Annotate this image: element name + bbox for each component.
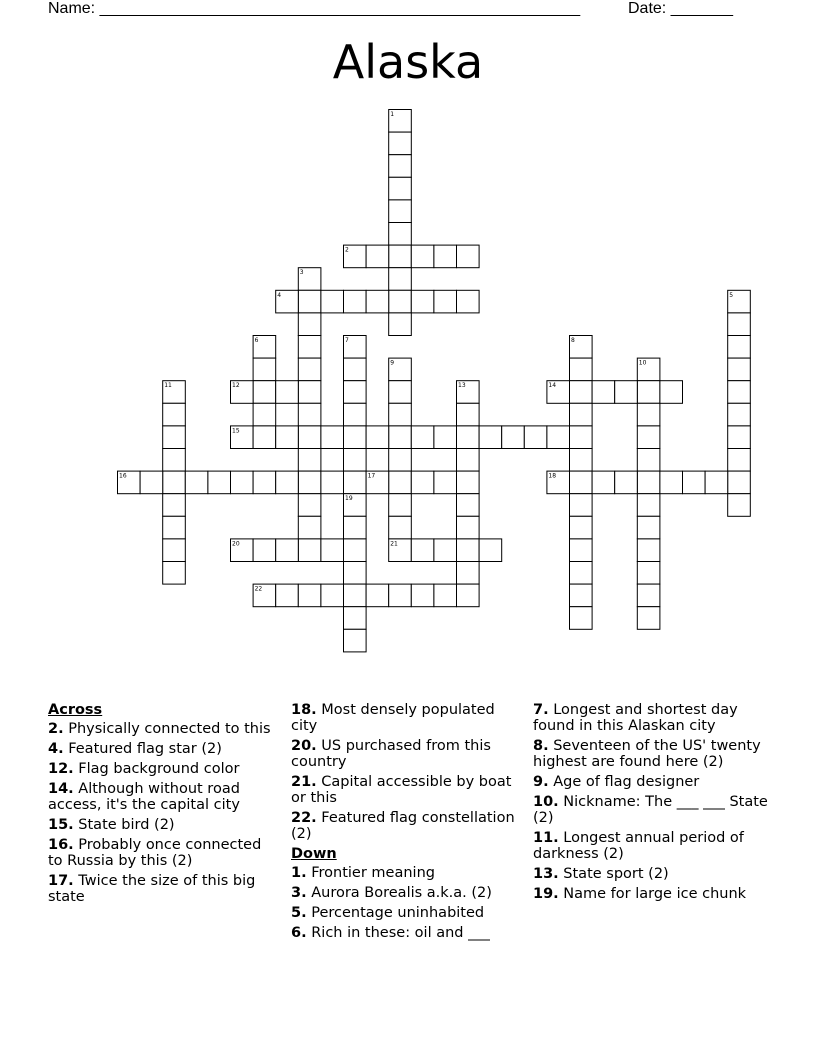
cell-number: 17 <box>367 472 376 480</box>
grid-cell[interactable] <box>344 516 367 539</box>
clues-column-2 <box>291 702 523 945</box>
grid-cell[interactable] <box>163 403 186 426</box>
grid-cell[interactable] <box>615 381 638 404</box>
grid-cell[interactable] <box>344 426 367 449</box>
cell-number: 1 <box>390 111 395 118</box>
cell-number: 13 <box>458 382 466 390</box>
grid-cell[interactable] <box>163 449 186 472</box>
grid-cell[interactable] <box>592 381 615 404</box>
grid-cell[interactable] <box>389 155 412 178</box>
grid-cell[interactable] <box>389 494 412 517</box>
clues-column-3 <box>533 702 769 906</box>
down-heading: Down <box>291 846 337 862</box>
grid-cell[interactable] <box>389 381 412 404</box>
grid-cell[interactable] <box>276 584 299 607</box>
grid-cell[interactable] <box>570 584 593 607</box>
grid-cell[interactable] <box>570 358 593 381</box>
grid-cell[interactable] <box>253 358 276 381</box>
grid-cell[interactable] <box>479 426 502 449</box>
grid-cell[interactable] <box>660 471 683 494</box>
grid-cell[interactable] <box>298 584 321 607</box>
cell-number: 3 <box>299 269 304 277</box>
grid-cell[interactable] <box>298 426 321 449</box>
grid-cell[interactable] <box>389 403 412 426</box>
grid-cell[interactable] <box>637 381 660 404</box>
grid-cell[interactable] <box>570 562 593 585</box>
grid-cell[interactable] <box>457 471 480 494</box>
grid-cell[interactable] <box>298 290 321 313</box>
grid-cell[interactable] <box>321 539 344 562</box>
clue-across-20: 20. US purchased from this country <box>291 738 491 770</box>
grid-cell[interactable] <box>389 268 412 291</box>
grid-cell[interactable] <box>253 426 276 449</box>
page-title: Alaska <box>332 35 484 89</box>
grid-cell[interactable] <box>660 381 683 404</box>
grid-cell[interactable] <box>298 516 321 539</box>
clue-down-3: 3. Aurora Borealis a.k.a. (2) <box>291 885 492 901</box>
grid-cell[interactable] <box>457 245 480 268</box>
grid-cell[interactable] <box>344 290 367 313</box>
clue-down-10: 10. Nickname: The ___ ___ State (2) <box>533 794 768 826</box>
grid-cell[interactable] <box>457 539 480 562</box>
grid-cell[interactable] <box>411 290 434 313</box>
date-field-label: Date: _______ <box>628 0 733 17</box>
grid-cell[interactable] <box>163 471 186 494</box>
grid-cell[interactable] <box>615 471 638 494</box>
grid-cell[interactable] <box>389 584 412 607</box>
grid-cell[interactable] <box>637 516 660 539</box>
clue-down-19: 19. Name for large ice chunk <box>533 886 747 902</box>
cell-number: 2 <box>345 246 349 254</box>
cell-number: 12 <box>232 382 240 390</box>
cell-number: 6 <box>254 337 259 344</box>
cell-number: 16 <box>119 472 127 480</box>
grid-cell[interactable] <box>570 607 593 630</box>
grid-cell[interactable] <box>683 471 706 494</box>
grid-cell[interactable] <box>637 539 660 562</box>
grid-cell[interactable] <box>570 539 593 562</box>
grid-cell[interactable] <box>344 471 367 494</box>
grid-cell[interactable] <box>637 494 660 517</box>
grid-cell[interactable] <box>321 584 344 607</box>
cell-number: 19 <box>345 495 353 503</box>
clues-column-1 <box>48 702 276 909</box>
grid-cell[interactable] <box>457 403 480 426</box>
cell-number: 22 <box>254 585 263 593</box>
clue-across-21: 21. Capital accessible by boat or this <box>291 774 512 806</box>
grid-cell[interactable] <box>298 381 321 404</box>
grid-cell[interactable] <box>637 562 660 585</box>
cell-number: 18 <box>548 472 557 480</box>
grid-cell[interactable] <box>321 290 344 313</box>
grid-cell[interactable] <box>570 403 593 426</box>
clue-down-7: 7. Longest and shortest day found in this Alaskan city <box>533 702 738 734</box>
grid-cell[interactable] <box>276 539 299 562</box>
grid-cell[interactable] <box>298 358 321 381</box>
grid-cell[interactable] <box>411 471 434 494</box>
grid-cell[interactable] <box>253 381 276 404</box>
grid-cell[interactable] <box>434 245 457 268</box>
clue-across-12: 12. Flag background color <box>48 761 240 777</box>
grid-cell[interactable] <box>253 539 276 562</box>
grid-cell[interactable] <box>298 494 321 517</box>
grid-cell[interactable] <box>276 381 299 404</box>
cell-number: 21 <box>390 540 398 548</box>
grid-cell[interactable] <box>705 471 728 494</box>
grid-cell[interactable] <box>728 471 751 494</box>
cell-number: 11 <box>164 382 172 390</box>
grid-cell[interactable] <box>344 449 367 472</box>
grid-cell[interactable] <box>298 336 321 359</box>
clue-across-17: 17. Twice the size of this big state <box>48 873 256 905</box>
across-heading: Across <box>48 702 103 718</box>
grid-cell[interactable] <box>547 426 570 449</box>
grid-cell[interactable] <box>411 539 434 562</box>
name-field-label: Name: ______________________________________________________ <box>48 0 581 17</box>
grid-cell[interactable] <box>389 313 412 336</box>
grid-cell[interactable] <box>389 516 412 539</box>
grid-cell[interactable] <box>163 426 186 449</box>
grid-cell[interactable] <box>344 358 367 381</box>
grid-cell[interactable] <box>163 539 186 562</box>
grid-cell[interactable] <box>389 290 412 313</box>
grid-cell[interactable] <box>344 403 367 426</box>
grid-cell[interactable] <box>457 426 480 449</box>
cell-number: 5 <box>729 291 734 299</box>
grid-cell[interactable] <box>524 426 547 449</box>
grid-cell[interactable] <box>389 200 412 223</box>
grid-cell[interactable] <box>728 449 751 472</box>
grid-cell[interactable] <box>276 426 299 449</box>
grid-cell[interactable] <box>434 471 457 494</box>
grid-cell[interactable] <box>411 245 434 268</box>
grid-cell[interactable] <box>570 494 593 517</box>
grid-cell[interactable] <box>411 426 434 449</box>
grid-cell[interactable] <box>185 471 208 494</box>
grid-cell[interactable] <box>298 313 321 336</box>
grid-cell[interactable] <box>434 584 457 607</box>
grid-cell[interactable] <box>344 562 367 585</box>
clue-down-8: 8. Seventeen of the US' twenty highest are found here (2) <box>533 738 761 770</box>
clue-down-13: 13. State sport (2) <box>533 866 669 882</box>
grid-cell[interactable] <box>344 539 367 562</box>
grid-cell[interactable] <box>298 449 321 472</box>
grid-cell[interactable] <box>253 403 276 426</box>
grid-cell[interactable] <box>321 471 344 494</box>
grid-cell[interactable] <box>728 381 751 404</box>
grid-cell[interactable] <box>570 471 593 494</box>
cell-number: 7 <box>345 337 349 344</box>
grid-cell[interactable] <box>389 471 412 494</box>
grid-cell[interactable] <box>344 584 367 607</box>
grid-cell[interactable] <box>253 471 276 494</box>
grid-cell[interactable] <box>344 629 367 652</box>
grid-cell[interactable] <box>298 403 321 426</box>
grid-cell[interactable] <box>389 132 412 155</box>
grid-cell[interactable] <box>592 471 615 494</box>
grid-cell[interactable] <box>434 290 457 313</box>
cell-number: 15 <box>232 427 240 435</box>
grid-cell[interactable] <box>389 426 412 449</box>
grid-cell[interactable] <box>728 358 751 381</box>
grid-cell[interactable] <box>163 516 186 539</box>
grid-cell[interactable] <box>457 562 480 585</box>
grid-cell[interactable] <box>321 426 344 449</box>
grid-cell[interactable] <box>457 516 480 539</box>
grid-cell[interactable] <box>163 494 186 517</box>
grid-cell[interactable] <box>366 245 389 268</box>
grid-cell[interactable] <box>570 426 593 449</box>
grid-cell[interactable] <box>231 471 254 494</box>
grid-cell[interactable] <box>570 449 593 472</box>
grid-cell[interactable] <box>502 426 525 449</box>
grid-cell[interactable] <box>366 584 389 607</box>
grid-cell[interactable] <box>298 539 321 562</box>
grid-cell[interactable] <box>637 426 660 449</box>
grid-cell[interactable] <box>344 607 367 630</box>
cell-number: 4 <box>277 291 282 299</box>
grid-cell[interactable] <box>457 290 480 313</box>
grid-cell[interactable] <box>344 381 367 404</box>
clue-across-2: 2. Physically connected to this <box>48 721 271 737</box>
grid-cell[interactable] <box>389 449 412 472</box>
grid-cell[interactable] <box>457 449 480 472</box>
grid-cell[interactable] <box>457 584 480 607</box>
grid-cell[interactable] <box>637 403 660 426</box>
grid-cell[interactable] <box>411 584 434 607</box>
grid-cell[interactable] <box>366 426 389 449</box>
grid-cell[interactable] <box>479 539 502 562</box>
grid-cell[interactable] <box>637 584 660 607</box>
cell-number: 10 <box>638 359 647 367</box>
grid-cell[interactable] <box>389 245 412 268</box>
clue-across-4: 4. Featured flag star (2) <box>48 741 222 757</box>
clue-across-15: 15. State bird (2) <box>48 817 175 833</box>
grid-cell[interactable] <box>298 471 321 494</box>
grid-cell[interactable] <box>570 516 593 539</box>
cell-number: 9 <box>390 359 395 367</box>
grid-cell[interactable] <box>637 607 660 630</box>
clue-across-14: 14. Although without road access, it's the capital city <box>48 781 240 813</box>
grid-cell[interactable] <box>728 494 751 517</box>
cell-number: 14 <box>548 382 557 390</box>
grid-cell[interactable] <box>389 177 412 200</box>
grid-cell[interactable] <box>434 539 457 562</box>
clue-across-22: 22. Featured flag constellation (2) <box>291 810 515 842</box>
grid-cell[interactable] <box>163 562 186 585</box>
grid-cell[interactable] <box>457 494 480 517</box>
grid-cell[interactable] <box>434 426 457 449</box>
grid-cell[interactable] <box>366 290 389 313</box>
clue-down-11: 11. Longest annual period of darkness (2) <box>533 830 744 862</box>
clue-down-5: 5. Percentage uninhabited <box>291 905 485 921</box>
cell-number: 20 <box>232 540 240 548</box>
clue-across-18: 18. Most densely populated city <box>291 702 495 734</box>
grid-cell[interactable] <box>389 223 412 246</box>
grid-cell[interactable] <box>276 471 299 494</box>
cell-number: 8 <box>571 337 575 344</box>
clue-down-9: 9. Age of flag designer <box>533 774 700 790</box>
grid-cell[interactable] <box>570 381 593 404</box>
grid-cell[interactable] <box>637 449 660 472</box>
grid-cell[interactable] <box>208 471 231 494</box>
grid-cell[interactable] <box>728 426 751 449</box>
grid-cell[interactable] <box>728 313 751 336</box>
grid-cell[interactable] <box>728 403 751 426</box>
clue-across-16: 16. Probably once connected to Russia by this (2) <box>48 837 262 869</box>
grid-cell[interactable] <box>728 336 751 359</box>
clue-down-6: 6. Rich in these: oil and ___ <box>291 925 490 941</box>
clue-down-1: 1. Frontier meaning <box>291 865 435 881</box>
grid-cell[interactable] <box>140 471 163 494</box>
grid-cell[interactable] <box>637 471 660 494</box>
